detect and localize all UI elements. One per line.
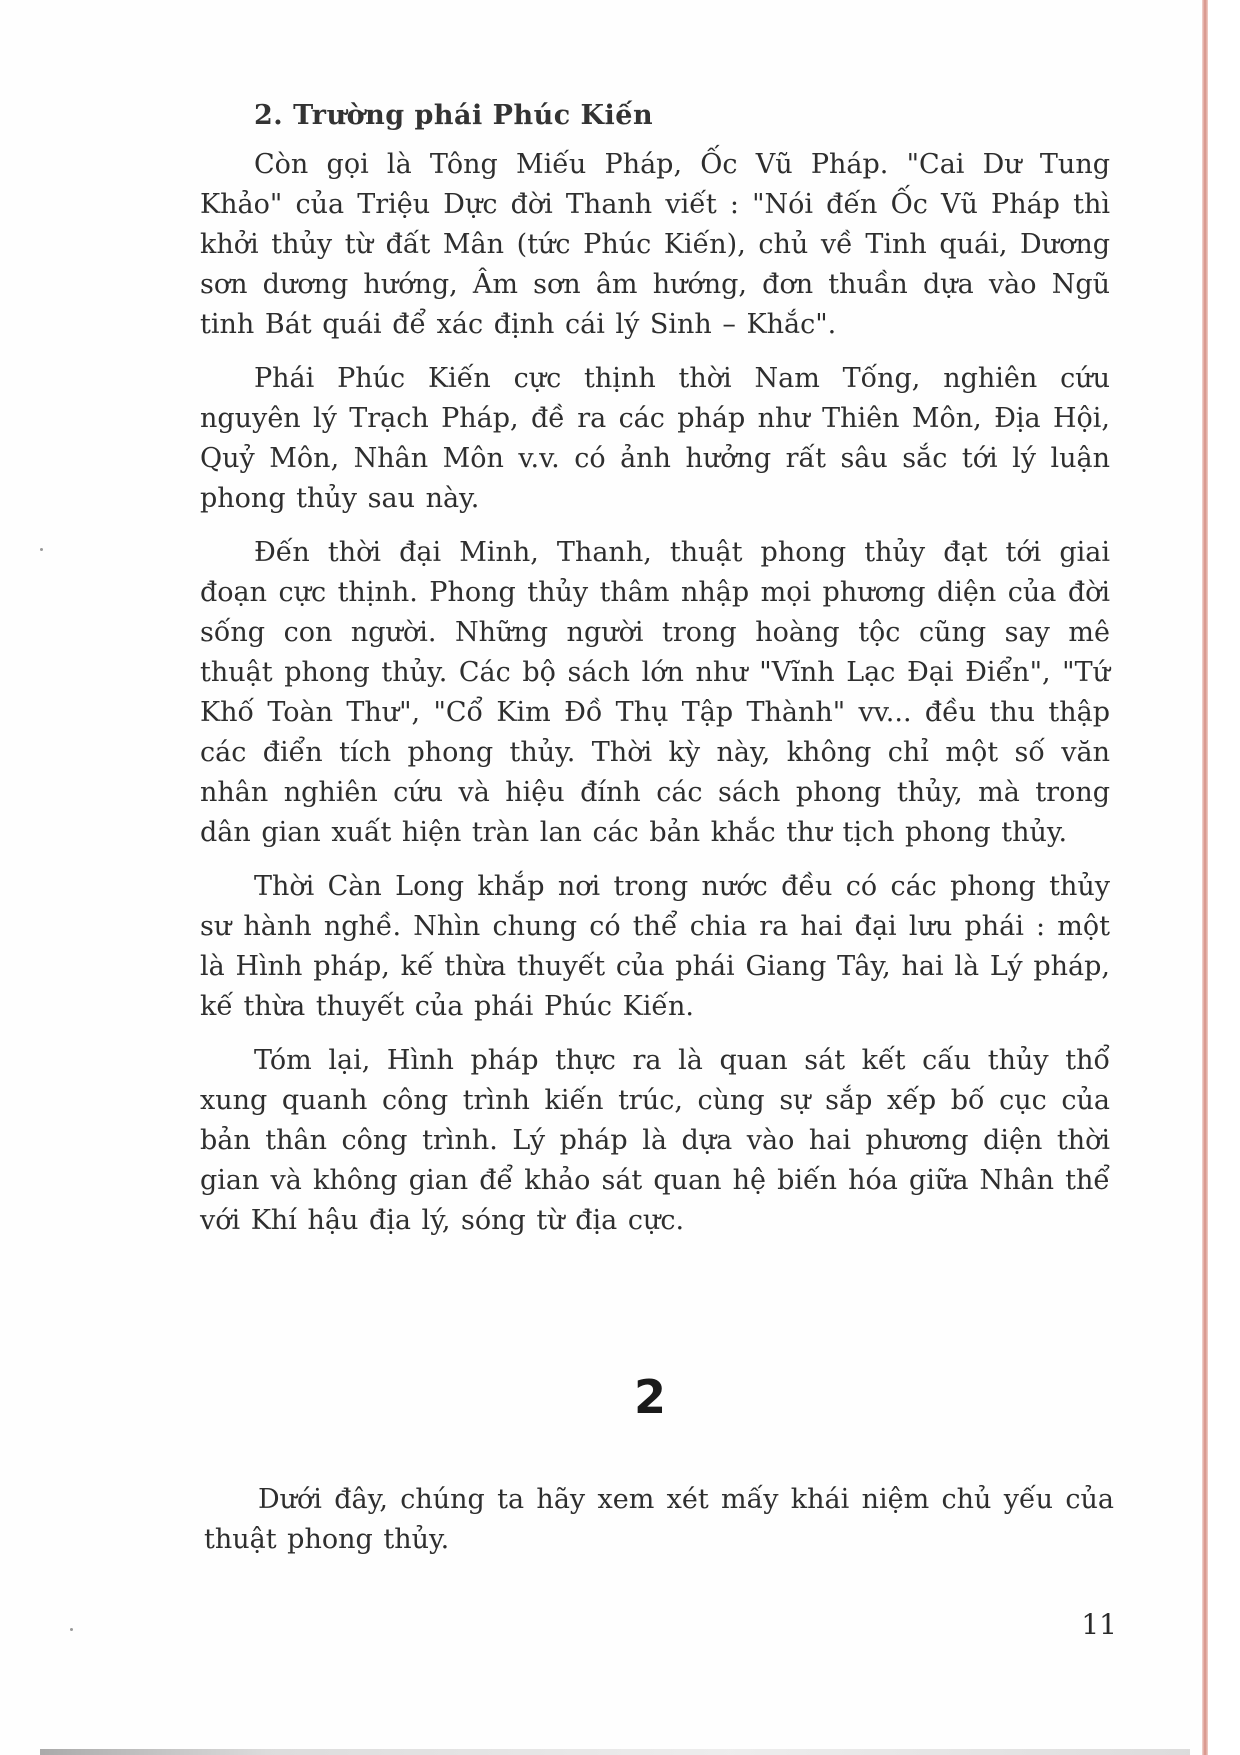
paragraph: Phái Phúc Kiến cực thịnh thời Nam Tống, nghiên cứu nguyên lý Trạch Pháp, đề ra các pháp như Thiên Môn, Địa Hội, Quỷ Môn, Nhân Môn v.v. có ảnh hưởng rất sâu sắc tới lý luận phong thủy sau này. xyxy=(200,363,1110,514)
paragraph: Còn gọi là Tông Miếu Pháp, Ốc Vũ Pháp. "Cai Dư Tung Khảo" của Triệu Dực đời Thanh viết : "Nói đến Ốc Vũ Pháp thì khởi thủy từ đất Mân (tức Phúc Kiến), chủ về Tinh quái, Dương sơn dương hướng, Âm sơn âm hướng, đơn thuần dựa vào Ngũ tinh Bát quái để xác định cái lý Sinh – Khắc". xyxy=(200,149,1110,340)
paragraph: Tóm lại, Hình pháp thực ra là quan sát kết cấu thủy thổ xung quanh công trình kiến trúc, cùng sự sắp xếp bố cục của bản thân công trình. Lý pháp là dựa vào hai phương diện thời gian và không gian để khảo sát quan hệ biến hóa giữa Nhân thể với Khí hậu địa lý, sóng từ địa cực. xyxy=(200,1045,1110,1236)
page-number: 11 xyxy=(1081,1608,1117,1641)
paragraph: Thời Càn Long khắp nơi trong nước đều có các phong thủy sư hành nghề. Nhìn chung có thể chia ra hai đại lưu phái : một là Hình pháp, kế thừa thuyết của phái Giang Tây, hai là Lý pháp, kế thừa thuyết của phái Phúc Kiến. xyxy=(200,871,1110,1022)
section-heading: 2. Trường phái Phúc Kiến xyxy=(254,100,654,131)
main-text xyxy=(200,100,1110,1255)
scan-speck xyxy=(40,548,43,551)
page-edge xyxy=(1202,0,1208,1755)
scan-margin xyxy=(1208,0,1240,1755)
closing-text xyxy=(204,1480,1114,1574)
chapter-number: 2 xyxy=(633,1370,666,1424)
closing-paragraph: Dưới đây, chúng ta hãy xem xét mấy khái niệm chủ yếu của thuật phong thủy. xyxy=(204,1484,1114,1555)
bottom-edge xyxy=(40,1749,1190,1755)
scan-speck xyxy=(70,1628,73,1631)
paragraph: Đến thời đại Minh, Thanh, thuật phong thủy đạt tới giai đoạn cực thịnh. Phong thủy thâm nhập mọi phương diện của đời sống con người. Những người trong hoàng tộc cũng say mê thuật phong thủy. Các bộ sách lớn như "Vĩnh Lạc Đại Điển", "Tứ Khố Toàn Thư", "Cổ Kim Đồ Thụ Tập Thành" vv... đều thu thập các điển tích phong thủy. Thời kỳ này, không chỉ một số văn nhân nghiên cứu và hiệu đính các sách phong thủy, mà trong dân gian xuất hiện tràn lan các bản khắc thư tịch phong thủy. xyxy=(200,537,1110,848)
